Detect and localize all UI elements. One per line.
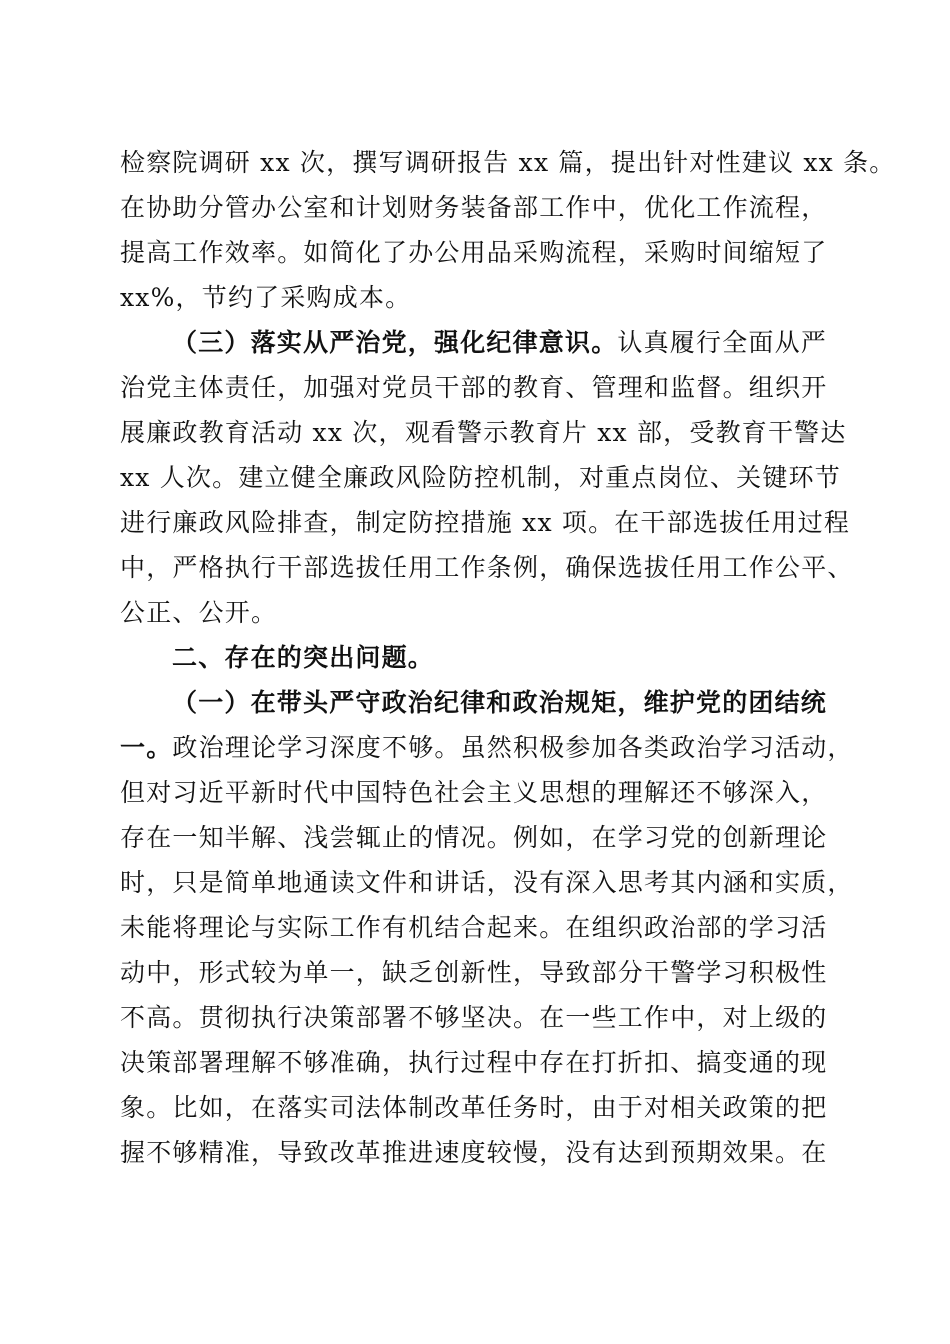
section-heading: 二、存在的突出问题。	[172, 643, 435, 672]
text-line: 展廉政教育活动 xx 次，观看警示教育片 xx 部，受教育干警达	[120, 418, 847, 447]
text-line: xx 人次。建立健全廉政风险防控机制，对重点岗位、关键环节	[120, 463, 841, 492]
text-line: 提高工作效率。如简化了办公用品采购流程，采购时间缩短了	[120, 238, 828, 267]
text-line: 握不够精准，导致改革推进速度较慢，没有达到预期效果。在	[120, 1138, 828, 1167]
text-line: 存在一知半解、浅尝辄止的情况。例如，在学习党的创新理论	[120, 823, 828, 852]
text-line: 动中，形式较为单一，缺乏创新性，导致部分干警学习积极性	[120, 958, 828, 987]
text-run: 认真履行全面从严	[617, 328, 828, 357]
paragraph-line	[120, 733, 854, 763]
text-line: 未能将理论与实际工作有机结合起来。在组织政治部的学习活	[120, 913, 828, 942]
text-line: 时，只是简单地通读文件和讲话，没有深入思考其内涵和实质，	[120, 868, 854, 897]
subheading-lead: （一）在带头严守政治纪律和政治规矩，维护党的团结统	[172, 688, 828, 717]
text-line: 进行廉政风险排查，制定防控措施 xx 项。在干部选拔任用过程	[120, 508, 851, 537]
text-line: 但对习近平新时代中国特色社会主义思想的理解还不够深入，	[120, 778, 828, 807]
text-line: 象。比如，在落实司法体制改革任务时，由于对相关政策的把	[120, 1093, 828, 1122]
text-line: 检察院调研 xx 次，撰写调研报告 xx 篇，提出针对性建议 xx 条。	[120, 148, 896, 177]
paragraph-first-line	[172, 328, 827, 358]
text-line: 在协助分管办公室和计划财务装备部工作中，优化工作流程，	[120, 193, 828, 222]
text-line: 决策部署理解不够准确，执行过程中存在打折扣、搞变通的现	[120, 1048, 828, 1077]
subheading-lead-end: 一。	[120, 733, 173, 762]
text-line: 公正、公开。	[120, 598, 278, 627]
subheading-lead: （三）落实从严治党，强化纪律意识。	[172, 328, 618, 357]
text-run: 政治理论学习深度不够。虽然积极参加各类政治学习活动，	[172, 733, 854, 762]
text-line: 治党主体责任，加强对党员干部的教育、管理和监督。组织开	[120, 373, 828, 402]
text-line: 不高。贯彻执行决策部署不够坚决。在一些工作中，对上级的	[120, 1003, 828, 1032]
text-line: xx%，节约了采购成本。	[120, 283, 412, 312]
text-line: 中，严格执行干部选拔任用工作条例，确保选拔任用工作公平、	[120, 553, 854, 582]
